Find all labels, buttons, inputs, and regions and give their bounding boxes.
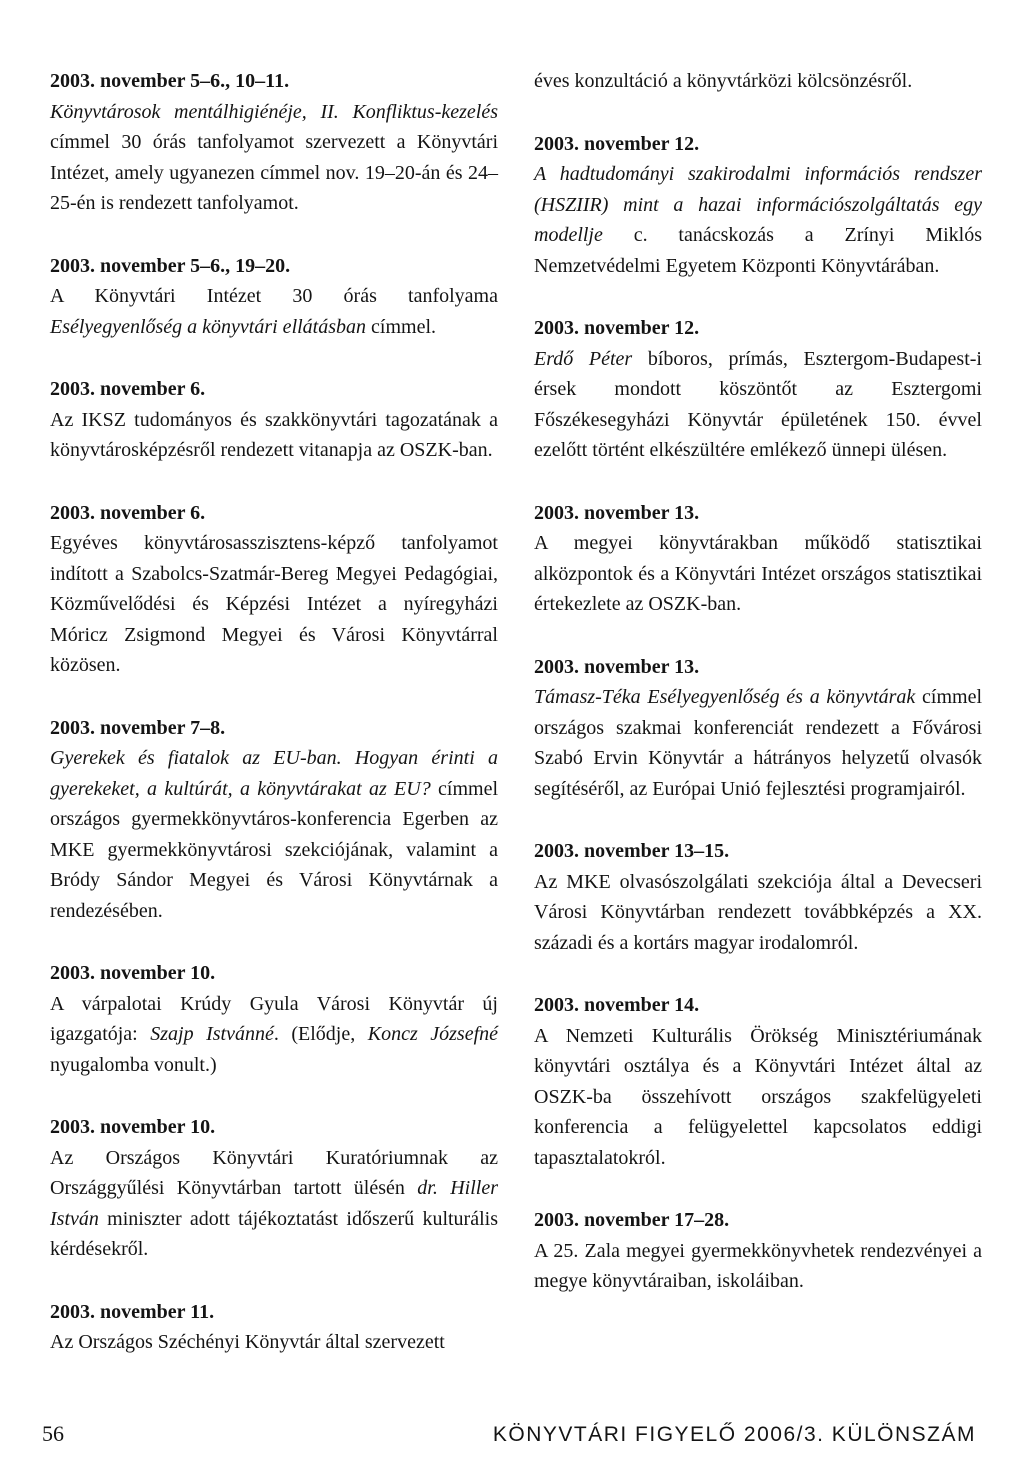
- continued-entry: [534, 66, 982, 97]
- chronology-entry: [50, 251, 498, 343]
- chronology-entry: [534, 652, 982, 805]
- entry-text: A Könyvtári Intézet 30 órás tanfolyama: [50, 285, 498, 307]
- entry-text: Az IKSZ tudományos és szakkönyvtári tagozatának a könyvtárosképzésről rendezett vitanapja az OSZK-ban.: [50, 408, 498, 461]
- chronology-entry: [534, 1205, 982, 1297]
- entry-text: címmel.: [366, 315, 436, 338]
- entry-title: Könyvtárosok mentálhigiénéje, II. Konfliktus-kezelés: [50, 100, 498, 123]
- entry-date: 2003. november 11.: [50, 1300, 215, 1323]
- page-footer: [0, 1421, 1024, 1461]
- chronology-entry: [50, 498, 498, 681]
- entry-text: nyugalomba vonult.): [50, 1053, 217, 1076]
- entry-title: Esélyegyenlőség a könyvtári ellátásban: [50, 315, 367, 338]
- chronology-entry: [534, 313, 982, 466]
- entry-date: 2003. november 6.: [50, 501, 206, 524]
- entry-text: Az MKE olvasószolgálati szekciója által a Devecseri Városi Könyvtárban rendezett továbbképzés a XX. századi és a kortárs magyar irodalomról.: [534, 870, 982, 954]
- person-name: dr. Hiller István: [50, 1177, 498, 1230]
- entry-date: 2003. november 7–8.: [50, 716, 226, 739]
- entry-text: Egyéves könyvtárosasszisztens-képző tanfolyamot indított a Szabolcs-Szatmár-Bereg Megyei Pedagógiai, Közművelődési és Képzési Intézet a nyíregyházi Móricz Zsigmond Megyei és Városi Könyvtárral közösen.: [50, 532, 498, 676]
- entry-date: 2003. november 5–6., 10–11.: [50, 70, 290, 92]
- chronology-entry: [534, 498, 982, 620]
- entry-text: miniszter adott tájékoztatást időszerű kulturális kérdésekről.: [50, 1207, 498, 1260]
- chronology-entry: [534, 836, 982, 958]
- chronology-entry: [50, 1297, 498, 1358]
- entry-text: Az Országos Széchényi Könyvtár által szervezett: [50, 1331, 445, 1353]
- chronology-entry: [534, 990, 982, 1173]
- entry-text: A Nemzeti Kulturális Örökség Minisztériumának könyvtári osztálya és a Könyvtári Intézet által az OSZK-ba összehívott országos szakfelügyeleti konferencia a felügyelettel kapcsolatos eddigi tapasztalatokról.: [534, 1024, 982, 1169]
- entry-text: A 25. Zala megyei gyermekkönyvhetek rendezvényei a megye könyvtáraiban, iskoláiban.: [534, 1239, 982, 1292]
- entry-date: 2003. november 13–15.: [534, 840, 730, 862]
- page-number: 56: [42, 1421, 64, 1446]
- chronology-entry: [50, 1112, 498, 1265]
- chronology-entry: [50, 958, 498, 1080]
- chronology-entry: [50, 374, 498, 466]
- entry-text: bíboros, prímás, Esztergom-Budapest-i érsek mondott köszöntőt az Esztergomi Főszékesegyházi Könyvtár épületének 150. évvel ezelőtt történt elkészültére emlékező ünnepi ülésen.: [534, 347, 982, 461]
- entry-date: 2003. november 5–6., 19–20.: [50, 254, 291, 277]
- entry-date: 2003. november 14.: [534, 994, 700, 1016]
- chronology-entry: [50, 713, 498, 927]
- journal-title: KÖNYVTÁRI FIGYELŐ 2006/3. KÜLÖNSZÁM: [492, 1423, 976, 1446]
- entry-date: 2003. november 13.: [534, 501, 700, 524]
- entry-date: 2003. november 6.: [50, 378, 206, 400]
- entry-date: 2003. november 12.: [534, 132, 700, 155]
- entry-text: A megyei könyvtárakban működő statisztikai alközpontok és a Könyvtári Intézet országos statisztikai értekezlete az OSZK-ban.: [534, 532, 982, 615]
- entry-date: 2003. november 12.: [534, 317, 700, 339]
- entry-date: 2003. november 17–28.: [534, 1209, 730, 1231]
- entry-text: címmel 30 órás tanfolyamot szervezett a Könyvtári Intézet, amely ugyanezen címmel nov. 19–20-án és 24–25-én is rendezett tanfolyamot.: [50, 131, 498, 214]
- person-name: Erdő Péter: [534, 347, 633, 370]
- right-column: [534, 66, 982, 1329]
- person-name: Koncz Józsefné: [367, 1023, 499, 1045]
- entry-title: A hadtudományi szakirodalmi információs rendszer (HSZIIR) mint a hazai információszolgáltatás egy modellje: [534, 163, 982, 246]
- entry-text: címmel országos szakmai konferenciát rendezett a Fővárosi Szabó Ervin Könyvtár a hátrányos helyzetű olvasók segítéséről, az Európai Unió fejlesztési programjairól.: [534, 686, 982, 800]
- entry-text: . (Elődje,: [273, 1023, 368, 1045]
- entry-text: A várpalotai Krúdy Gyula Városi Könyvtár új igazgatója:: [50, 992, 498, 1045]
- entry-date: 2003. november 10.: [50, 1116, 216, 1138]
- chronology-entry: [50, 66, 498, 219]
- entry-date: 2003. november 13.: [534, 655, 700, 678]
- entry-text: címmel országos gyermekkönyvtáros-konferencia Egerben az MKE gyermekkönyvtárosi szekciójának, valamint a Bródy Sándor Megyei és Városi Könyvtárnak a rendezésében.: [50, 777, 498, 922]
- left-column: [50, 66, 498, 1390]
- entry-text: c. tanácskozás a Zrínyi Miklós Nemzetvédelmi Egyetem Központi Könyvtárában.: [534, 224, 982, 277]
- entry-title: Támasz-Téka Esélyegyenlőség és a könyvtárak: [534, 686, 916, 708]
- chronology-entry: [534, 129, 982, 282]
- entry-text: Az Országos Könyvtári Kuratóriumnak az Országgyűlési Könyvtárban tartott ülésén: [50, 1146, 498, 1199]
- entry-text: éves konzultáció a könyvtárközi kölcsönzésről.: [534, 70, 913, 92]
- entry-date: 2003. november 10.: [50, 962, 216, 984]
- person-name: Szajp Istvánné: [150, 1023, 274, 1045]
- entry-title: Gyerekek és fiatalok az EU-ban. Hogyan érinti a gyerekeket, a kultúrát, a könyvtárakat az EU?: [50, 747, 498, 800]
